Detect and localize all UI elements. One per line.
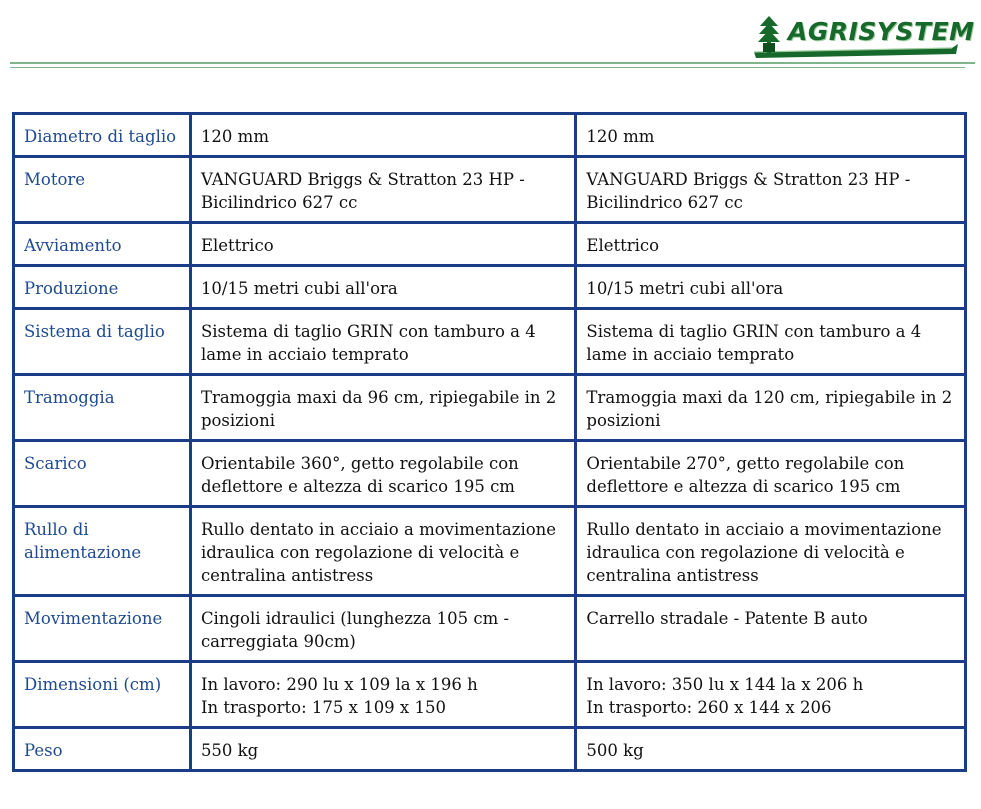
specs-table	[12, 112, 967, 772]
table-row	[15, 310, 964, 373]
spec-label: Motore	[15, 158, 189, 221]
spec-value-col2	[577, 224, 964, 264]
spec-value-line: Elettrico	[586, 236, 660, 255]
spec-label: Rullo di alimentazione	[15, 508, 189, 594]
spec-label: Tramoggia	[15, 376, 189, 439]
spec-value-col1	[192, 729, 574, 769]
table-row	[15, 115, 964, 155]
spec-value-line: 550 kg	[200, 741, 259, 760]
spec-value-col1	[192, 224, 574, 264]
spec-label: Peso	[15, 729, 189, 769]
spec-value-line: centralina antistress	[200, 566, 374, 585]
spec-value-col2	[577, 115, 964, 155]
spec-value-line: VANGUARD Briggs & Stratton 23 HP -	[200, 170, 525, 189]
brand-name: AGRISYSTEM	[788, 17, 975, 46]
spec-value-line: idraulica con regolazione di velocità e	[200, 543, 520, 562]
spec-value-line: Orientabile 360°, getto regolabile con	[200, 454, 519, 473]
spec-value-line: 120 mm	[200, 127, 269, 146]
spec-value-line: Sistema di taglio GRIN con tamburo a 4	[200, 322, 536, 341]
spec-value-line: 10/15 metri cubi all'ora	[200, 279, 398, 298]
spec-value-line: In lavoro: 350 lu x 144 la x 206 h	[586, 675, 864, 694]
spec-label: Sistema di taglio	[15, 310, 189, 373]
spec-value-col1	[192, 597, 574, 660]
spec-value-line: posizioni	[586, 411, 661, 430]
spec-value-col1	[192, 663, 574, 726]
spec-value-line: Bicilindrico 627 cc	[200, 193, 358, 212]
spec-value-col1	[192, 310, 574, 373]
spec-label: Diametro di taglio	[15, 115, 189, 155]
spec-label: Produzione	[15, 267, 189, 307]
spec-value-line: Rullo dentato in acciaio a movimentazione	[200, 520, 557, 539]
spec-label: Movimentazione	[15, 597, 189, 660]
spec-value-col1	[192, 508, 574, 594]
table-row	[15, 158, 964, 221]
table-row	[15, 224, 964, 264]
spec-label: Dimensioni (cm)	[15, 663, 189, 726]
spec-value-col2	[577, 597, 964, 660]
spec-value-col1	[192, 158, 574, 221]
spec-value-col2	[577, 376, 964, 439]
spec-value-line: Carrello stradale - Patente B auto	[586, 609, 868, 628]
spec-value-line: carreggiata 90cm)	[200, 632, 356, 651]
spec-value-col1	[192, 376, 574, 439]
spec-value-line: Bicilindrico 627 cc	[586, 193, 743, 212]
spec-value-line: deflettore e altezza di scarico 195 cm	[200, 477, 515, 496]
spec-value-col1	[192, 115, 574, 155]
spec-value-line: Orientabile 270°, getto regolabile con	[586, 454, 905, 473]
spec-value-line: posizioni	[200, 411, 275, 430]
spec-value-col2	[577, 663, 964, 726]
spec-value-col2	[577, 508, 964, 594]
spec-value-col2	[577, 267, 964, 307]
spec-value-line: lame in acciaio temprato	[586, 345, 795, 364]
spec-label: Avviamento	[15, 224, 189, 264]
spec-value-line: Rullo dentato in acciaio a movimentazione	[586, 520, 942, 539]
table-row	[15, 508, 964, 594]
spec-value-col2	[577, 442, 964, 505]
spec-value-line: Elettrico	[200, 236, 274, 255]
spec-value-col1	[192, 267, 574, 307]
spec-value-line: Tramoggia maxi da 96 cm, ripiegabile in 2	[200, 388, 557, 407]
spec-label: Scarico	[15, 442, 189, 505]
spec-value-col2	[577, 158, 964, 221]
spec-value-line: idraulica con regolazione di velocità e	[586, 543, 905, 562]
table-row	[15, 597, 964, 660]
table-row	[15, 267, 964, 307]
spec-value-line: Cingoli idraulici (lunghezza 105 cm -	[200, 609, 510, 628]
header-rule-top	[10, 62, 975, 64]
spec-value-col1	[192, 442, 574, 505]
spec-value-line: VANGUARD Briggs & Stratton 23 HP -	[586, 170, 911, 189]
spec-value-line: In trasporto: 260 x 144 x 206	[586, 698, 832, 717]
table-row	[15, 376, 964, 439]
spec-value-line: 500 kg	[586, 741, 644, 760]
spec-value-line: deflettore e altezza di scarico 195 cm	[586, 477, 901, 496]
spec-value-line: centralina antistress	[586, 566, 759, 585]
spec-value-line: In lavoro: 290 lu x 109 la x 196 h	[200, 675, 478, 694]
spec-value-line: 10/15 metri cubi all'ora	[586, 279, 784, 298]
spec-value-line: Sistema di taglio GRIN con tamburo a 4	[586, 322, 922, 341]
spec-value-col2	[577, 729, 964, 769]
spec-value-col2	[577, 310, 964, 373]
page-header	[0, 0, 981, 80]
header-rule-bottom	[10, 67, 965, 68]
table-row	[15, 663, 964, 726]
spec-value-line: Tramoggia maxi da 120 cm, ripiegabile in 2	[586, 388, 953, 407]
spec-value-line: lame in acciaio temprato	[200, 345, 409, 364]
table-row	[15, 442, 964, 505]
table-row	[15, 729, 964, 769]
spec-value-line: In trasporto: 175 x 109 x 150	[200, 698, 446, 717]
spec-value-line: 120 mm	[586, 127, 655, 146]
